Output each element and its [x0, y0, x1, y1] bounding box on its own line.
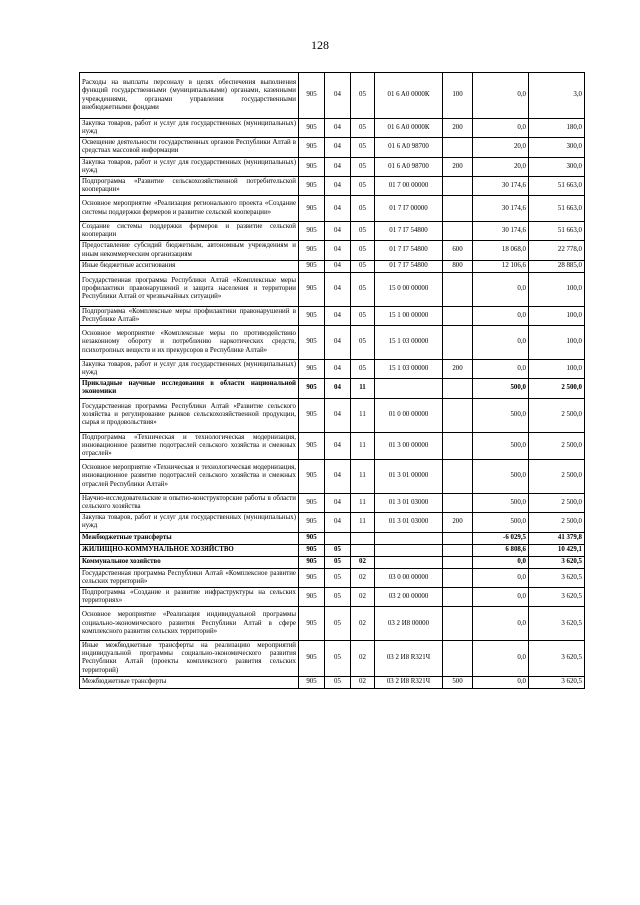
amount-2020-cell: 0,0 — [473, 119, 529, 138]
ministry-code-cell: 905 — [299, 556, 325, 568]
expense-type-cell: 500 — [443, 676, 473, 688]
table-row — [80, 119, 585, 138]
section-code-cell: 05 — [325, 556, 351, 568]
amount-2021-cell: 3 620,5 — [529, 568, 585, 587]
table-row — [80, 587, 585, 606]
ministry-code-cell: 905 — [299, 459, 325, 493]
target-article-cell: 01 7 I7 54800 — [375, 260, 443, 272]
ministry-code-cell: 905 — [299, 272, 325, 306]
expense-type-cell — [443, 493, 473, 512]
target-article-cell: 03 2 И8 R321Ч — [375, 641, 443, 677]
amount-2020-cell: 0,0 — [473, 556, 529, 568]
ministry-code-cell: 905 — [299, 513, 325, 532]
target-article-cell: 03 2 И8 00000 — [375, 607, 443, 641]
table-row — [80, 568, 585, 587]
amount-2021-cell: 3 620,5 — [529, 556, 585, 568]
table-row — [80, 532, 585, 544]
section-code-cell: 04 — [325, 493, 351, 512]
subsection-code-cell — [351, 532, 375, 544]
row-name-cell: Межбюджетные трансферты — [80, 676, 299, 688]
table-row — [80, 260, 585, 272]
expense-type-cell: 200 — [443, 119, 473, 138]
table-row — [80, 379, 585, 398]
row-name-cell: Предоставление субсидий бюджетным, автономным учреждениям и иным некоммерческим организациям — [80, 241, 299, 260]
section-code-cell: 05 — [325, 641, 351, 677]
section-code-cell: 04 — [325, 157, 351, 176]
expense-type-cell — [443, 544, 473, 556]
target-article-cell: 03 2 00 00000 — [375, 587, 443, 606]
table-row — [80, 676, 585, 688]
ministry-code-cell: 905 — [299, 544, 325, 556]
ministry-code-cell: 905 — [299, 241, 325, 260]
table-row — [80, 513, 585, 532]
amount-2021-cell: 3,0 — [529, 73, 585, 119]
subsection-code-cell: 05 — [351, 157, 375, 176]
section-code-cell: 04 — [325, 241, 351, 260]
expense-type-cell — [443, 587, 473, 606]
amount-2021-cell: 22 778,0 — [529, 241, 585, 260]
expense-type-cell: 800 — [443, 260, 473, 272]
subsection-code-cell: 02 — [351, 607, 375, 641]
subsection-code-cell: 05 — [351, 272, 375, 306]
target-article-cell: 01 7 I7 54800 — [375, 222, 443, 241]
subsection-code-cell: 11 — [351, 513, 375, 532]
amount-2020-cell: 0,0 — [473, 359, 529, 378]
row-name-cell: Иные межбюджетные трансферты на реализацию мероприятий индивидуальной программы социально-экономического развития Республики Алтай (проекты комплексного развития сельских территорий) — [80, 641, 299, 677]
table-row — [80, 556, 585, 568]
subsection-code-cell: 11 — [351, 493, 375, 512]
row-name-cell: Научно-исследовательские и опытно-конструкторские работы в области сельского хозяйства — [80, 493, 299, 512]
table-row — [80, 493, 585, 512]
subsection-code-cell: 05 — [351, 176, 375, 195]
amount-2020-cell: 20,0 — [473, 138, 529, 157]
amount-2021-cell: 28 885,0 — [529, 260, 585, 272]
target-article-cell — [375, 379, 443, 398]
subsection-code-cell: 05 — [351, 222, 375, 241]
amount-2021-cell: 3 620,5 — [529, 676, 585, 688]
subsection-code-cell: 05 — [351, 359, 375, 378]
section-code-cell: 04 — [325, 222, 351, 241]
ministry-code-cell: 905 — [299, 641, 325, 677]
expense-type-cell — [443, 568, 473, 587]
target-article-cell: 15 1 03 00000 — [375, 359, 443, 378]
subsection-code-cell: 05 — [351, 138, 375, 157]
amount-2021-cell: 300,0 — [529, 157, 585, 176]
target-article-cell: 03 2 И8 R321Ч — [375, 676, 443, 688]
table-row — [80, 241, 585, 260]
budget-table — [79, 72, 585, 689]
amount-2021-cell: 100,0 — [529, 359, 585, 378]
ministry-code-cell: 905 — [299, 325, 325, 359]
table-row — [80, 544, 585, 556]
section-code-cell: 04 — [325, 306, 351, 325]
amount-2021-cell: 2 500,0 — [529, 493, 585, 512]
target-article-cell: 15 1 03 00000 — [375, 325, 443, 359]
expense-type-cell — [443, 222, 473, 241]
target-article-cell — [375, 532, 443, 544]
amount-2020-cell: 30 174,6 — [473, 222, 529, 241]
ministry-code-cell: 905 — [299, 568, 325, 587]
amount-2021-cell: 100,0 — [529, 306, 585, 325]
section-code-cell: 04 — [325, 73, 351, 119]
target-article-cell: 01 0 00 00000 — [375, 398, 443, 432]
amount-2020-cell: 20,0 — [473, 157, 529, 176]
table-row — [80, 641, 585, 677]
target-article-cell: 01 3 00 00000 — [375, 432, 443, 459]
table-row — [80, 196, 585, 222]
row-name-cell: Межбюджетные трансферты — [80, 532, 299, 544]
ministry-code-cell: 905 — [299, 676, 325, 688]
row-name-cell: Закупка товаров, работ и услуг для государственных (муниципальных) нужд — [80, 157, 299, 176]
amount-2020-cell: 0,0 — [473, 73, 529, 119]
table-row — [80, 157, 585, 176]
target-article-cell: 01 3 01 03000 — [375, 513, 443, 532]
row-name-cell: Подпрограмма «Комплексные меры профилактики правонарушений в Республике Алтай» — [80, 306, 299, 325]
row-name-cell: Иные бюджетные ассигнования — [80, 260, 299, 272]
target-article-cell — [375, 556, 443, 568]
table-row — [80, 359, 585, 378]
amount-2020-cell: 500,0 — [473, 398, 529, 432]
expense-type-cell — [443, 138, 473, 157]
expense-type-cell — [443, 556, 473, 568]
amount-2021-cell: 41 379,8 — [529, 532, 585, 544]
amount-2021-cell: 2 500,0 — [529, 398, 585, 432]
subsection-code-cell: 05 — [351, 306, 375, 325]
expense-type-cell: 200 — [443, 157, 473, 176]
expense-type-cell — [443, 459, 473, 493]
amount-2020-cell: 500,0 — [473, 459, 529, 493]
section-code-cell: 04 — [325, 513, 351, 532]
section-code-cell: 04 — [325, 398, 351, 432]
table-row — [80, 176, 585, 195]
target-article-cell: 01 6 A0 98700 — [375, 157, 443, 176]
subsection-code-cell: 05 — [351, 241, 375, 260]
subsection-code-cell: 11 — [351, 379, 375, 398]
section-code-cell: 05 — [325, 544, 351, 556]
row-name-cell: Закупка товаров, работ и услуг для государственных (муниципальных) нужд — [80, 119, 299, 138]
amount-2020-cell: 30 174,6 — [473, 176, 529, 195]
amount-2020-cell: -6 029,5 — [473, 532, 529, 544]
table-row — [80, 607, 585, 641]
target-article-cell — [375, 544, 443, 556]
ministry-code-cell: 905 — [299, 306, 325, 325]
row-name-cell: Подпрограмма «Развитие сельскохозяйственной потребительской кооперации» — [80, 176, 299, 195]
amount-2021-cell: 3 620,5 — [529, 587, 585, 606]
ministry-code-cell: 905 — [299, 359, 325, 378]
expense-type-cell — [443, 272, 473, 306]
row-name-cell: Основное мероприятие «Реализация индивидуальной программы социально-экономического развития Республики Алтай в сфере комплексного развития сельских территорий» — [80, 607, 299, 641]
amount-2020-cell: 6 808,6 — [473, 544, 529, 556]
target-article-cell: 15 0 00 00000 — [375, 272, 443, 306]
row-name-cell: Государственная программа Республики Алтай «Комплексные меры профилактики правонарушений и защита населения и территории Республики Алтай от чрезвычайных ситуаций» — [80, 272, 299, 306]
expense-type-cell — [443, 641, 473, 677]
ministry-code-cell: 905 — [299, 73, 325, 119]
expense-type-cell — [443, 325, 473, 359]
amount-2020-cell: 0,0 — [473, 587, 529, 606]
ministry-code-cell: 905 — [299, 607, 325, 641]
subsection-code-cell: 11 — [351, 459, 375, 493]
ministry-code-cell: 905 — [299, 432, 325, 459]
ministry-code-cell: 905 — [299, 157, 325, 176]
ministry-code-cell: 905 — [299, 222, 325, 241]
ministry-code-cell: 905 — [299, 260, 325, 272]
expense-type-cell: 200 — [443, 359, 473, 378]
subsection-code-cell: 05 — [351, 73, 375, 119]
row-name-cell: Основное мероприятие «Техническая и технологическая модернизация, инновационное развитие подотраслей сельского хозяйства и смежных отраслей Республики Алтай» — [80, 459, 299, 493]
expense-type-cell: 200 — [443, 513, 473, 532]
expense-type-cell — [443, 532, 473, 544]
row-name-cell: Коммунальное хозяйство — [80, 556, 299, 568]
row-name-cell: Основное мероприятие «Реализация регионального проекта «Создание системы поддержки фермеров и развитие сельской кооперации» — [80, 196, 299, 222]
expense-type-cell — [443, 432, 473, 459]
expense-type-cell — [443, 379, 473, 398]
expense-type-cell — [443, 306, 473, 325]
amount-2021-cell: 51 663,0 — [529, 222, 585, 241]
section-code-cell: 04 — [325, 138, 351, 157]
subsection-code-cell: 02 — [351, 556, 375, 568]
amount-2021-cell: 2 500,0 — [529, 459, 585, 493]
subsection-code-cell: 02 — [351, 568, 375, 587]
row-name-cell: Основное мероприятие «Комплексные меры по противодействию незаконному обороту и потреблению наркотических средств, психотропных веществ и их прекурсоров в Республике Алтай» — [80, 325, 299, 359]
table-row — [80, 306, 585, 325]
amount-2020-cell: 18 068,0 — [473, 241, 529, 260]
amount-2020-cell: 0,0 — [473, 272, 529, 306]
table-row — [80, 432, 585, 459]
amount-2020-cell: 0,0 — [473, 607, 529, 641]
amount-2020-cell: 0,0 — [473, 568, 529, 587]
row-name-cell: ЖИЛИЩНО-КОММУНАЛЬНОЕ ХОЗЯЙСТВО — [80, 544, 299, 556]
row-name-cell: Создание системы поддержки фермеров и развитие сельской кооперации — [80, 222, 299, 241]
section-code-cell — [325, 532, 351, 544]
row-name-cell: Подпрограмма «Техническая и технологическая модернизация, инновационное развитие подотраслей сельского хозяйства и смежных отраслей» — [80, 432, 299, 459]
ministry-code-cell: 905 — [299, 119, 325, 138]
table-row — [80, 459, 585, 493]
amount-2021-cell: 2 500,0 — [529, 513, 585, 532]
section-code-cell: 04 — [325, 379, 351, 398]
section-code-cell: 04 — [325, 325, 351, 359]
amount-2020-cell: 0,0 — [473, 641, 529, 677]
table-row — [80, 325, 585, 359]
amount-2021-cell: 300,0 — [529, 138, 585, 157]
ministry-code-cell: 905 — [299, 532, 325, 544]
table-row — [80, 272, 585, 306]
ministry-code-cell: 905 — [299, 379, 325, 398]
subsection-code-cell: 05 — [351, 325, 375, 359]
amount-2021-cell: 3 620,5 — [529, 641, 585, 677]
section-code-cell: 05 — [325, 568, 351, 587]
amount-2021-cell: 2 500,0 — [529, 432, 585, 459]
amount-2021-cell: 100,0 — [529, 325, 585, 359]
section-code-cell: 04 — [325, 196, 351, 222]
subsection-code-cell: 02 — [351, 587, 375, 606]
target-article-cell: 01 7 00 00000 — [375, 176, 443, 195]
section-code-cell: 05 — [325, 676, 351, 688]
section-code-cell: 04 — [325, 459, 351, 493]
expense-type-cell — [443, 196, 473, 222]
table-row — [80, 222, 585, 241]
row-name-cell: Прикладные научные исследования в области национальной экономики — [80, 379, 299, 398]
amount-2020-cell: 500,0 — [473, 493, 529, 512]
target-article-cell: 01 7 I7 00000 — [375, 196, 443, 222]
amount-2020-cell: 30 174,6 — [473, 196, 529, 222]
row-name-cell: Освещение деятельности государственных органов Республики Алтай в средствах массовой информации — [80, 138, 299, 157]
amount-2021-cell: 10 429,1 — [529, 544, 585, 556]
target-article-cell: 01 6 A0 0000К — [375, 119, 443, 138]
amount-2020-cell: 500,0 — [473, 513, 529, 532]
section-code-cell: 05 — [325, 587, 351, 606]
target-article-cell: 01 6 A0 98700 — [375, 138, 443, 157]
ministry-code-cell: 905 — [299, 398, 325, 432]
target-article-cell: 01 7 I7 54800 — [375, 241, 443, 260]
row-name-cell: Закупка товаров, работ и услуг для государственных (муниципальных) нужд — [80, 359, 299, 378]
table-row — [80, 398, 585, 432]
section-code-cell: 04 — [325, 432, 351, 459]
target-article-cell: 01 3 01 00000 — [375, 459, 443, 493]
row-name-cell: Подпрограмма «Создание и развитие инфраструктуры на сельских территориях» — [80, 587, 299, 606]
section-code-cell: 04 — [325, 260, 351, 272]
amount-2021-cell: 51 663,0 — [529, 196, 585, 222]
expense-type-cell: 100 — [443, 73, 473, 119]
amount-2021-cell: 2 500,0 — [529, 379, 585, 398]
subsection-code-cell: 05 — [351, 196, 375, 222]
section-code-cell: 04 — [325, 176, 351, 195]
amount-2021-cell: 3 620,5 — [529, 607, 585, 641]
row-name-cell: Закупка товаров, работ и услуг для государственных (муниципальных) нужд — [80, 513, 299, 532]
expense-type-cell — [443, 398, 473, 432]
amount-2021-cell: 51 663,0 — [529, 176, 585, 195]
table-row — [80, 138, 585, 157]
target-article-cell: 01 6 A0 0000К — [375, 73, 443, 119]
section-code-cell: 05 — [325, 607, 351, 641]
table-row — [80, 73, 585, 119]
ministry-code-cell: 905 — [299, 138, 325, 157]
ministry-code-cell: 905 — [299, 587, 325, 606]
amount-2021-cell: 180,0 — [529, 119, 585, 138]
expense-type-cell — [443, 176, 473, 195]
subsection-code-cell: 02 — [351, 676, 375, 688]
subsection-code-cell: 11 — [351, 398, 375, 432]
amount-2020-cell: 12 106,6 — [473, 260, 529, 272]
amount-2020-cell: 500,0 — [473, 432, 529, 459]
target-article-cell: 15 1 00 00000 — [375, 306, 443, 325]
section-code-cell: 04 — [325, 119, 351, 138]
amount-2021-cell: 100,0 — [529, 272, 585, 306]
page-number: 128 — [311, 38, 329, 52]
ministry-code-cell: 905 — [299, 493, 325, 512]
amount-2020-cell: 0,0 — [473, 306, 529, 325]
subsection-code-cell: 02 — [351, 641, 375, 677]
subsection-code-cell: 05 — [351, 119, 375, 138]
row-name-cell: Расходы на выплаты персоналу в целях обеспечения выполнения функций государственными (муниципальными) органами, казенными учреждениями, органами управления государственными внебюджетными фондами — [80, 73, 299, 119]
ministry-code-cell: 905 — [299, 196, 325, 222]
amount-2020-cell: 500,0 — [473, 379, 529, 398]
row-name-cell: Государственная программа Республики Алтай «Развитие сельского хозяйства и регулирование рынков сельскохозяйственной продукции, сырья и продовольствия» — [80, 398, 299, 432]
target-article-cell: 01 3 01 03000 — [375, 493, 443, 512]
row-name-cell: Государственная программа Республики Алтай «Комплексное развитие сельских территорий» — [80, 568, 299, 587]
ministry-code-cell: 905 — [299, 176, 325, 195]
expense-type-cell: 600 — [443, 241, 473, 260]
subsection-code-cell — [351, 544, 375, 556]
expense-type-cell — [443, 607, 473, 641]
amount-2020-cell: 0,0 — [473, 325, 529, 359]
section-code-cell: 04 — [325, 359, 351, 378]
subsection-code-cell: 05 — [351, 260, 375, 272]
amount-2020-cell: 0,0 — [473, 676, 529, 688]
subsection-code-cell: 11 — [351, 432, 375, 459]
section-code-cell: 04 — [325, 272, 351, 306]
target-article-cell: 03 0 00 00000 — [375, 568, 443, 587]
